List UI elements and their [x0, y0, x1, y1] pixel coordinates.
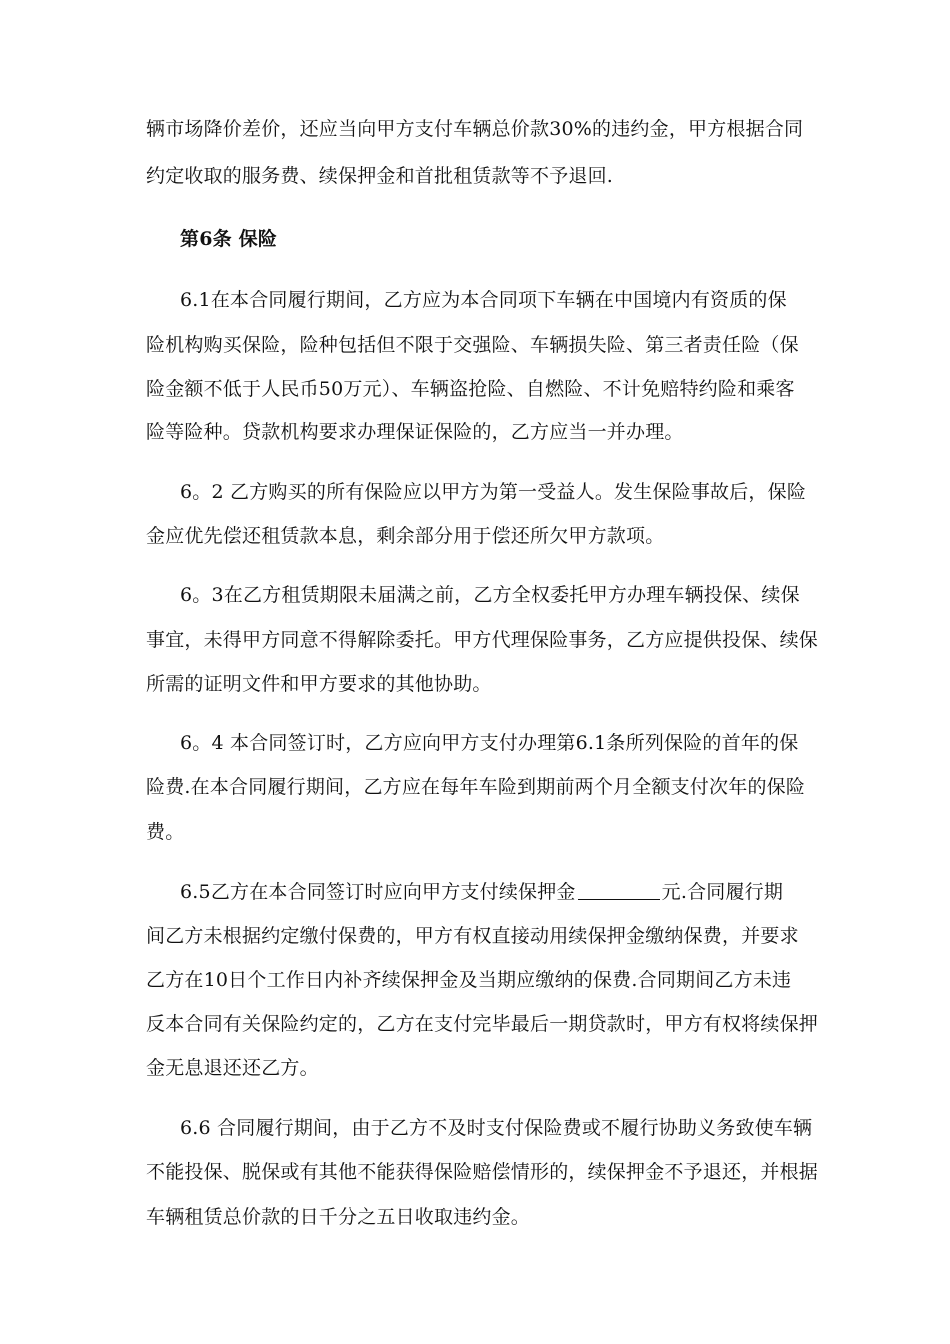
- clause-6-5-line-2: 间乙方未根据约定缴付保费的，甲方有权直接动用续保押金缴纳保费，并要求: [146, 925, 799, 947]
- clause-6-2-line-2: 金应优先偿还租赁款本息，剩余部分用于偿还所欠甲方款项。: [146, 525, 665, 547]
- clause-6-6-line-3: 车辆租赁总价款的日千分之五日收取违约金。: [146, 1206, 531, 1228]
- clause-6-3-line-3: 所需的证明文件和甲方要求的其他协助。: [146, 673, 492, 695]
- clause-6-5-line-1-after: 元.合同履行期: [661, 881, 784, 903]
- continuation-line-2: 约定收取的服务费、续保押金和首批租赁款等不予退回.: [146, 165, 614, 187]
- clause-6-5-line-4: 反本合同有关保险约定的，乙方在支付完毕最后一期贷款时，甲方有权将续保押: [146, 1013, 819, 1035]
- clause-6-4-line-3: 费。: [146, 821, 185, 843]
- clause-6-5-line-5: 金无息退还还乙方。: [146, 1057, 319, 1079]
- clause-6-1-line-1: 6.1在本合同履行期间，乙方应为本合同项下车辆在中国境内有资质的保: [180, 289, 787, 311]
- clause-6-1-line-2: 险机构购买保险，险种包括但不限于交强险、车辆损失险、第三者责任险（保: [146, 334, 799, 356]
- clause-6-5-line-1-before: 6.5乙方在本合同签订时应向甲方支付续保押金: [180, 881, 576, 903]
- clause-6-4-line-1: 6。4 本合同签订时，乙方应向甲方支付办理第6.1条所列保险的首年的保: [180, 732, 799, 754]
- clause-6-4-line-2: 险费.在本合同履行期间，乙方应在每年车险到期前两个月全额支付次年的保险: [146, 776, 806, 798]
- clause-6-5-line-1: [180, 879, 783, 905]
- article-heading: 第6条 保险: [180, 228, 278, 250]
- clause-6-6-line-2: 不能投保、脱保或有其他不能获得保险赔偿情形的，续保押金不予退还，并根据: [146, 1161, 819, 1183]
- clause-6-5-line-3: 乙方在10日个工作日内补齐续保押金及当期应缴纳的保费.合同期间乙方未违: [146, 969, 792, 991]
- clause-6-1-line-4: 险等险种。贷款机构要求办理保证保险的，乙方应当一并办理。: [146, 421, 684, 443]
- continuation-line-1: 辆市场降价差价，还应当向甲方支付车辆总价款30%的违约金，甲方根据合同: [146, 118, 804, 140]
- clause-6-6-line-1: 6.6 合同履行期间，由于乙方不及时支付保险费或不履行协助义务致使车辆: [180, 1117, 813, 1139]
- clause-6-2-line-1: 6。2 乙方购买的所有保险应以甲方为第一受益人。发生保险事故后，保险: [180, 481, 807, 503]
- clause-6-3-line-2: 事宜，未得甲方同意不得解除委托。甲方代理保险事务，乙方应提供投保、续保: [146, 629, 819, 651]
- clause-6-3-line-1: 6。3在乙方租赁期限未届满之前，乙方全权委托甲方办理车辆投保、续保: [180, 584, 800, 606]
- deposit-amount-blank: [578, 879, 660, 900]
- clause-6-1-line-3: 险金额不低于人民币50万元）、车辆盗抢险、自燃险、不计免赔特约险和乘客: [146, 378, 795, 400]
